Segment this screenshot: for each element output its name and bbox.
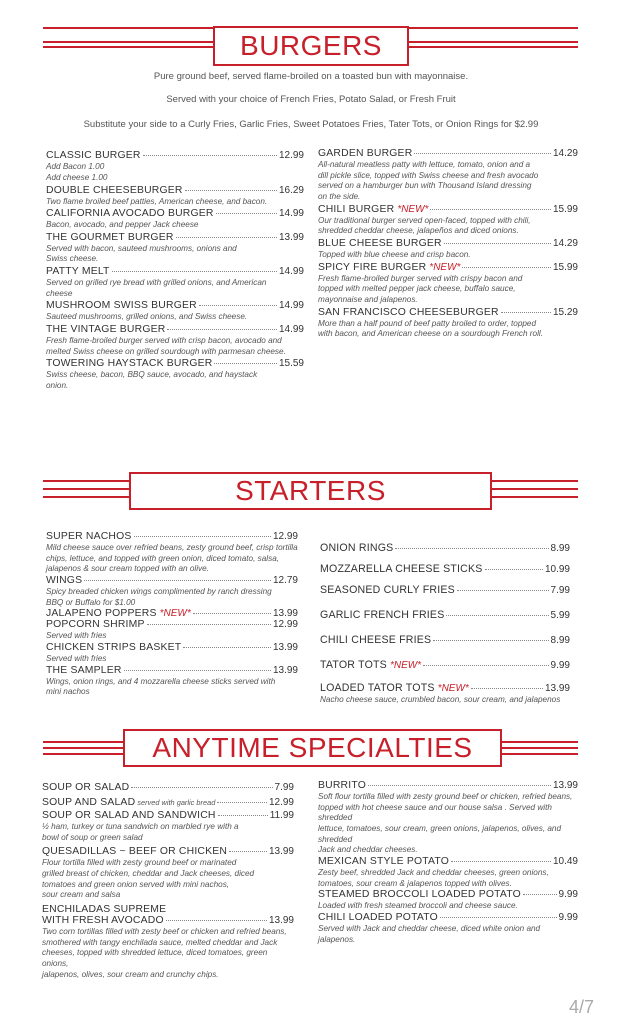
new-badge: *NEW* [437,683,469,694]
description-line: Swiss cheese. [46,254,99,264]
menu-item [42,797,294,808]
description-line: Served on grilled rye bread with grilled onions, and American [46,277,267,287]
dot-leader [143,155,277,156]
dot-leader [462,267,551,268]
description-line: Loaded with fresh steamed broccoli and cheese sauce. [318,901,518,911]
description-line: dill pickle slice, topped with Swiss cheese and fresh avocado [318,170,539,180]
description-line: shredded cheddar cheese, jalapeños and diced onions. [318,226,519,236]
menu-item [320,542,570,554]
menu-item-line [318,307,578,318]
burgers-intro-2: Served with your choice of French Fries, Potato Salad, or Fresh Fruit [166,94,456,105]
menu-item [42,846,294,901]
menu-item-name: SEASONED CURLY FRIES [320,584,455,596]
menu-item-price: 7.99 [274,782,294,793]
menu-item-name: WITH FRESH AVOCADO [42,914,164,926]
menu-item-price: 9.99 [550,660,570,671]
description-line: onion. [46,380,69,390]
dot-leader [214,363,277,364]
dot-leader [229,851,267,852]
menu-item-line [320,542,570,554]
menu-item-price: 13.99 [278,231,304,243]
menu-item-line [42,904,294,915]
menu-item-description [46,336,304,357]
description-line: Fresh flame-broiled burger served with crispy bacon and [318,273,523,283]
menu-item-name: THE GOURMET BURGER [46,231,174,243]
section-title: BURGERS [213,26,409,66]
menu-item [42,810,294,843]
menu-item-line [318,238,578,249]
description-line: Fresh flame-broiled burger served with crisp bacon, avocado and [46,335,282,345]
menu-item [46,185,304,208]
description-line: melted Swiss cheese on grilled sourdough with parmesan cheese. [46,346,286,356]
menu-item [318,912,578,945]
dot-leader [147,624,271,625]
description-line: served on a hamburger bun with Thousand Island dressing [318,181,532,191]
description-line: mayonnaise and jalapenos. [318,294,418,304]
menu-item-name: SAN FRANCISCO CHEESEBURGER [318,306,499,318]
description-line: More than a half pound of beef patty broiled to order, topped [318,318,537,328]
menu-item [46,358,304,391]
description-line: topped with melted pepper jack cheese, buffalo sauce, [318,284,516,294]
burgers-intro-3: Substitute your side to a Curly Fries, Garlic Fries, Sweet Potatoes Fries, Tater Tots, or Onion Rings for $2.99 [83,119,539,130]
menu-item-line [42,846,294,857]
menu-item-name: GARDEN BURGER [318,148,413,159]
menu-item [46,619,298,642]
dot-leader [501,312,551,313]
menu-item-name: PATTY MELT [46,265,110,277]
menu-item-name: THE SAMPLER [46,664,122,676]
description-line: Served with Jack and cheddar cheese, diced white onion and [318,923,541,933]
menu-item-line [46,608,298,619]
menu-item [320,634,570,646]
menu-item-name: SPICY FIRE BURGER [318,261,427,273]
menu-item-name: STEAMED BROCCOLI LOADED POTATO [318,889,521,901]
menu-item-name: THE VINTAGE BURGER [46,323,166,335]
dot-leader [430,209,551,210]
menu-item-price: 14.99 [278,300,304,312]
menu-item-line [46,232,304,243]
menu-item [320,682,570,706]
menu-item-name: ONION RINGS [320,542,394,554]
menu-item-price: 12.99 [278,150,304,161]
menu-item-name: CALIFORNIA AVOCADO BURGER [46,207,214,219]
description-line: BBQ or Buffalo for $1.00 [46,597,136,607]
menu-item-description [46,197,304,208]
dot-leader [457,590,549,591]
menu-item-name: BURRITO [318,780,366,791]
description-line: Add Bacon 1.00 [46,162,105,171]
menu-item-line [320,682,570,694]
menu-item-line [318,148,578,159]
menu-item-price: 13.99 [272,641,298,653]
menu-item-price: 12.99 [272,531,298,542]
dot-leader [368,785,551,786]
menu-item-description [46,220,304,231]
menu-item-price: 15.29 [552,306,578,318]
menu-item [318,856,578,889]
description-line: Our traditional burger served open-faced, topped with chili, [318,215,531,225]
menu-item-price: 14.99 [278,207,304,219]
menu-item-name: POPCORN SHRIMP [46,619,145,631]
dot-leader [217,802,267,803]
menu-item-name: DOUBLE CHEESEBURGER [46,185,183,197]
description-line: Topped with blue cheese and crisp bacon. [318,249,471,259]
menu-item-name: MEXICAN STYLE POTATO [318,855,450,867]
menu-item-price: 13.99 [272,664,298,676]
menu-item-name: CHILI BURGER [318,203,395,215]
menu-item-price: 12.99 [272,619,298,631]
description-line: jalapenos. [318,934,356,944]
menu-item-note: served with garlic bread [137,798,216,807]
menu-item [46,266,304,299]
menu-item-description [46,631,298,642]
menu-item-name: CLASSIC BURGER [46,150,141,161]
dot-leader [193,613,271,614]
dot-leader [185,190,277,191]
description-line: Flour tortilla filled with zesty ground beef or marinated [42,858,237,868]
menu-item-line [46,300,304,311]
description-line: jalapenos & sour cream topped with an olive. [46,564,209,574]
description-line: Zesty beef, shredded Jack and cheddar cheeses, green onions, [318,867,549,877]
description-line: Nacho cheese sauce, crumbled bacon, sour cream, and jalapenos [320,695,561,704]
menu-item-price: 9.99 [558,889,578,901]
dot-leader [433,640,548,641]
menu-item-description [46,244,304,265]
menu-item-line [318,262,578,273]
menu-item-description [46,370,304,391]
description-line: bowl of soup or green salad [42,832,143,842]
menu-item-line [318,912,578,923]
menu-item-description [46,162,304,183]
menu-item-price: 13.99 [268,846,294,858]
dot-leader [485,569,543,570]
menu-item-price: 7.99 [550,585,570,596]
menu-item [46,208,304,231]
menu-item-name: SOUP OR SALAD AND SANDWICH [42,810,216,821]
description-line: Soft flour tortilla filled with zesty ground beef or chicken, refried beans, [318,792,573,801]
menu-item-line [46,266,304,277]
menu-item-name: WINGS [46,574,83,586]
description-line: All-natural meatless patty with lettuce, tomato, onion and a [318,160,531,169]
dot-leader [218,815,268,816]
menu-item-name: SUPER NACHOS [46,531,132,542]
menu-item [46,232,304,265]
menu-item-price: 8.99 [550,543,570,554]
menu-item-line [46,642,298,653]
menu-item-description [46,312,304,323]
menu-item-name: TOWERING HAYSTACK BURGER [46,358,213,370]
menu-item [46,324,304,357]
description-line: Two corn tortillas filled with zesty beef or chicken and refried beans, [42,926,287,936]
menu-item-line [46,208,304,219]
menu-item-price: 13.99 [272,608,298,620]
menu-item-name: SOUP AND SALAD [42,797,136,808]
menu-item-line [46,324,304,335]
menu-item-description [318,274,578,306]
menu-item-description [46,587,298,608]
menu-item-line [42,810,294,821]
description-line: smothered with tangy enchilada sauce, melted cheddar and Jack [42,937,278,947]
menu-item-name: MOZZARELLA CHEESE STICKS [320,563,483,575]
menu-item-name: QUESADILLAS ~ BEEF OR CHICKEN [42,846,228,858]
menu-item [320,609,570,621]
menu-item [318,307,578,340]
dot-leader [199,305,277,306]
menu-item-price: 14.99 [278,323,304,335]
menu-item [42,904,294,980]
menu-item-price: 14.29 [552,148,578,159]
menu-item-price: 13.99 [552,780,578,791]
dot-leader [124,670,271,671]
dot-leader [471,688,543,689]
new-badge: *NEW* [429,261,461,273]
menu-item-name: MUSHROOM SWISS BURGER [46,300,197,312]
new-badge: *NEW* [159,608,191,620]
dot-leader [446,615,548,616]
dot-leader [183,647,271,648]
menu-item [46,575,298,608]
menu-item-description [318,792,578,856]
new-badge: *NEW* [397,203,429,215]
menu-item-line [46,575,298,586]
description-line: Sauteed mushrooms, grilled onions, and Swiss cheese. [46,312,248,322]
menu-item-description [42,858,294,901]
menu-item [46,608,298,619]
menu-item [320,584,570,596]
description-line: Swiss cheese, bacon, BBQ sauce, avocado, and haystack [46,370,258,380]
menu-item-price: 8.99 [550,635,570,646]
description-line: Served with bacon, sauteed mushrooms, onions and [46,243,237,253]
menu-item-description [320,695,570,706]
menu-item-line [42,915,294,926]
menu-item-line [318,780,578,791]
dot-leader [440,917,557,918]
menu-item-price: 9.99 [558,911,578,923]
description-line: Wings, onion rings, and 4 mozzarella cheese sticks served with [46,676,276,686]
description-line: mini nachos [46,687,90,697]
dot-leader [216,213,277,214]
menu-item-price: 12.79 [272,574,298,586]
dot-leader [444,243,551,244]
menu-item-name: TATOR TOTS [320,659,387,671]
menu-item-line [46,150,304,161]
starters-left-column [46,531,298,698]
menu-item [318,148,578,203]
menu-item-line [320,634,570,646]
menu-item-name: BLUE CHEESE BURGER [318,237,442,249]
menu-item-name: CHILI LOADED POTATO [318,911,438,923]
menu-item-line [42,797,294,808]
menu-item-name: ENCHILADAS SUPREME [42,903,167,915]
description-line: Served with fries [46,653,107,663]
menu-item-price: 10.99 [544,564,570,575]
menu-item-description [46,543,298,575]
dot-leader [414,153,551,154]
dot-leader [112,271,277,272]
menu-item [46,531,298,575]
description-line: cheese [46,288,73,298]
menu-item-name: SOUP OR SALAD [42,782,130,793]
section-title: STARTERS [129,472,492,510]
menu-item-description [46,654,298,665]
description-line: lettuce, tomatoes, sour cream, green onions, jalapenos, olives, and shredded [318,823,562,844]
menu-item-price: 16.29 [278,185,304,197]
menu-item-line [46,619,298,630]
page-indicator: 4/7 [568,997,594,1017]
dot-leader [131,787,272,788]
menu-item-line [320,563,570,575]
menu-item [318,262,578,306]
menu-item [318,204,578,237]
dot-leader [451,861,551,862]
menu-item-description [318,319,578,340]
menu-item-line [318,856,578,867]
description-line: sour cream and salsa [42,890,121,900]
menu-item-line [318,204,578,215]
dot-leader [176,237,277,238]
menu-item [320,563,570,575]
menu-item-description [318,924,578,945]
menu-item-description [42,927,294,980]
menu-item-price: 14.29 [552,237,578,249]
menu-item-description [318,216,578,237]
description-line: topped with hot cheese sauce and our house salsa . Served with shredded [318,802,552,823]
menu-item-price: 15.59 [278,358,304,370]
menu-item-line [320,609,570,621]
description-line: ½ ham, turkey or tuna sandwich on marbled rye with a [42,822,239,831]
starters-right-column [320,542,570,706]
description-line: Bacon, avocado, and pepper Jack cheese [46,219,199,229]
menu-item-line [318,889,578,900]
description-line: tomatoes, sour cream & jalapenos topped with olives. [318,878,512,888]
menu-item [46,642,298,665]
menu-item-description [318,250,578,261]
menu-item [318,780,578,856]
menu-item-description [318,160,578,203]
description-line: Add cheese 1.00 [46,172,108,182]
new-badge: *NEW* [389,660,422,671]
menu-item-line [320,659,570,671]
menu-item-line [46,185,304,196]
description-line: Jack and cheddar cheeses. [318,845,418,855]
description-line: Spicy breaded chicken wings complimented by ranch dressing [46,586,272,596]
menu-item-price: 12.99 [268,797,294,808]
menu-item-price: 13.99 [544,683,570,694]
description-line: grilled breast of chicken, cheddar and Jack cheeses, diced [42,868,255,878]
menu-item-line [42,782,294,793]
menu-item [318,889,578,912]
description-line: jalapenos, olives, sour cream and crunchy chips. [42,969,219,979]
menu-item-description [46,677,298,698]
menu-item [318,238,578,261]
section-title: ANYTIME SPECIALTIES [123,729,502,767]
menu-item-name: CHICKEN STRIPS BASKET [46,641,182,653]
menu-item [320,659,570,671]
menu-item-line [320,584,570,596]
description-line: cheeses, topped with shredded lettuce, diced tomatoes, green onions, [42,948,268,968]
burgers-left-column [46,150,304,392]
dot-leader [84,580,271,581]
dot-leader [134,536,271,537]
menu-item [42,782,294,793]
description-line: Two flame broiled beef patties, American cheese, and bacon. [46,197,268,207]
menu-item-price: 15.99 [552,203,578,215]
burgers-right-column [318,148,578,340]
menu-item-name: LOADED TATOR TOTS [320,682,435,694]
description-line: Mild cheese sauce over refried beans, zesty ground beef, crisp tortilla [46,543,298,552]
menu-item-name: GARLIC FRENCH FRIES [320,609,445,621]
menu-item-description [42,822,294,843]
specialties-right-column [318,780,578,945]
menu-item-name: CHILI CHEESE FRIES [320,634,432,646]
burgers-intro-1: Pure ground beef, served flame-broiled on a toasted bun with mayonnaise. [153,71,469,82]
menu-item-line [46,665,298,676]
menu-item-line [46,358,304,369]
menu-item-description [46,278,304,299]
dot-leader [423,665,548,666]
menu-item-line [46,531,298,542]
description-line: Served with fries [46,631,107,641]
menu-item [46,150,304,183]
dot-leader [167,329,277,330]
menu-item-price: 11.99 [269,810,294,821]
dot-leader [523,894,557,895]
description-line: with bacon, and American cheese on a sourdough French roll. [318,329,543,339]
menu-item-price: 14.99 [278,265,304,277]
description-line: chips, lettuce, and topped with green onion, diced tomato, salsa, [46,553,280,563]
menu-item [46,665,298,698]
dot-leader [166,920,267,921]
menu-item-name: JALAPENO POPPERS [46,608,157,620]
menu-item-price: 10.49 [552,855,578,867]
menu-item-price: 15.99 [552,261,578,273]
dot-leader [395,548,548,549]
description-line: on the side. [318,191,361,201]
description-line: tomatoes and green onion served with mini nachos, [42,879,230,889]
menu-item-description [318,901,578,912]
specialties-left-column [42,782,294,980]
menu-item [46,300,304,323]
menu-item-description [318,868,578,889]
menu-item-price: 13.99 [268,914,294,926]
menu-item-price: 5.99 [550,610,570,621]
